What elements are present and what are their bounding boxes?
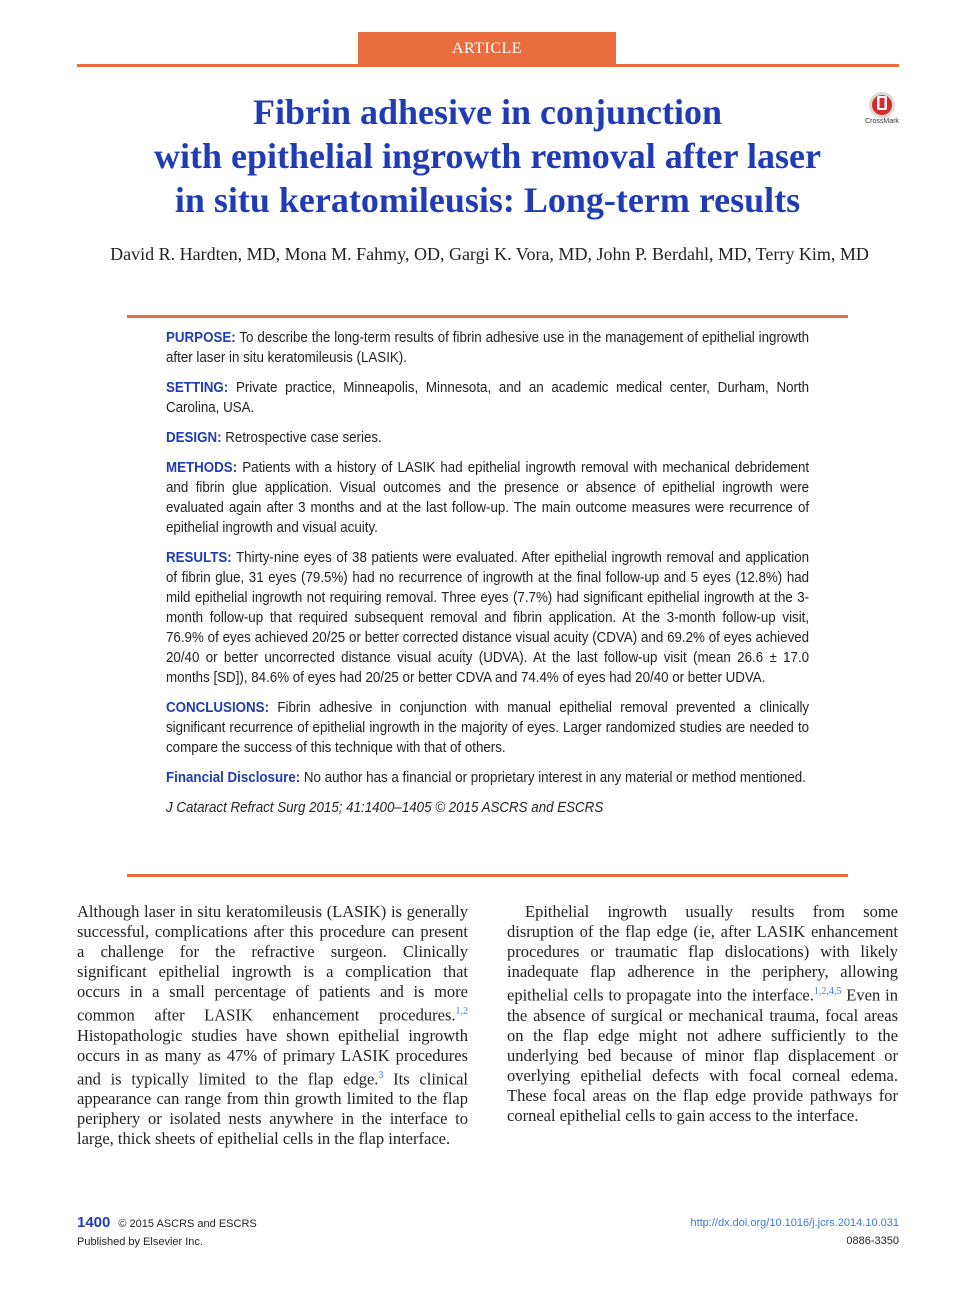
abstract-methods bbox=[166, 458, 809, 538]
body-column-right bbox=[507, 902, 898, 1126]
header-rule bbox=[77, 64, 899, 67]
conclusions-label: CONCLUSIONS: bbox=[166, 700, 270, 716]
abstract-results bbox=[166, 548, 809, 688]
title-line: Fibrin adhesive in conjunction bbox=[252, 92, 723, 132]
body-text: Its clinical appearance can range from thin growth limited to the flap periphery or isolated nests anywhere in the interface to large, thick sheets of epithelial cells in the flap interface. bbox=[77, 1069, 468, 1148]
title-line: with epithelial ingrowth removal after laser bbox=[154, 136, 821, 176]
disclosure-label: Financial Disclosure: bbox=[166, 770, 301, 786]
abstract-design bbox=[166, 428, 809, 448]
abstract-purpose bbox=[166, 328, 809, 368]
body-column-left bbox=[77, 902, 468, 1149]
body-text: Epithelial ingrowth usually results from some disruption of the flap edge (ie, after LASIK enhancement procedures or traumatic flap dislocations) with likely inadequate flap adherence in the periphery, allowing epithelial cells to propagate into the interface. bbox=[507, 902, 898, 1005]
doi-link[interactable]: http://dx.doi.org/10.1016/j.jcrs.2014.10.031 bbox=[690, 1217, 899, 1229]
author-list: David R. Hardten, MD, Mona M. Fahmy, OD, Gargi K. Vora, MD, John P. Berdahl, MD, Terry Kim, MD bbox=[110, 244, 869, 264]
abstract-disclosure bbox=[166, 768, 809, 788]
title-line: in situ keratomileusis: Long-term results bbox=[174, 180, 801, 220]
footer-right bbox=[560, 1214, 899, 1250]
footer-left bbox=[77, 1214, 257, 1251]
footer-copyright: © 2015 ASCRS and ESCRS bbox=[118, 1218, 257, 1230]
abstract-conclusions bbox=[166, 698, 809, 758]
page-number: 1400 bbox=[77, 1214, 111, 1231]
body-text: Even in the absence of surgical or mechanical trauma, focal areas on the flap edge might not adhere sufficiently to the underlying bed because of minor flap displacement or overlying epithelial defects with focal corneal edema. These focal areas on the flap edge provide pathways for corneal epithelial cells to gain access to the interface. bbox=[507, 985, 898, 1125]
footer-publisher: Published by Elsevier Inc. bbox=[77, 1236, 203, 1248]
body-text: Histopathologic studies have shown epithelial ingrowth occurs in as many as 47% of primary LASIK procedures and is typically limited to the flap edge. bbox=[77, 1025, 468, 1088]
conclusions-text: Fibrin adhesive in conjunction with manual epithelial removal prevented a clinically significant recurrence of epithelial ingrowth in the majority of eyes. Larger randomized studies are needed to compare the success of this technique with that of others. bbox=[166, 700, 810, 756]
abstract bbox=[166, 328, 810, 828]
setting-label: SETTING: bbox=[166, 380, 229, 396]
design-text: Retrospective case series. bbox=[221, 430, 382, 446]
reference-link[interactable]: 1,2 bbox=[455, 1006, 468, 1017]
abstract-rule-bottom bbox=[127, 874, 848, 877]
purpose-label: PURPOSE: bbox=[166, 330, 236, 346]
methods-label: METHODS: bbox=[166, 460, 238, 476]
article-title bbox=[90, 90, 885, 222]
results-text: Thirty-nine eyes of 38 patients were evaluated. After epithelial ingrowth removal and application of fibrin glue, 31 eyes (79.5%) had no recurrence of ingrowth at the final follow-up and 5 eyes (12.8%) had mild epithelial ingrowth not requiring removal. Three eyes (7.7%) had significant epithelial ingrowth at the 3-month follow-up that required subsequent removal and fibrin application. At the 3-month follow-up visit, 76.9% of eyes achieved 20/25 or better corrected distance visual acuity (CDVA) and 69.2% of eyes achieved 20/40 or better uncorrected distance visual acuity (UDVA). At the last follow-up visit (mean 26.6 ± 17.0 months [SD]), 84.6% of eyes had 20/25 or better CDVA and 74.4% of eyes had 20/40 or better UDVA. bbox=[166, 550, 810, 686]
setting-text: Private practice, Minneapolis, Minnesota, and an academic medical center, Durham, North Carolina, USA. bbox=[166, 380, 810, 416]
methods-text: Patients with a history of LASIK had epithelial ingrowth removal with mechanical debridement and fibrin glue application. Visual outcomes and the presence or absence of epithelial ingrowth were evaluated again after 3 months and at the last follow-up. The main outcome measures were recurrence of epithelial ingrowth and visual acuity. bbox=[166, 460, 810, 536]
crossmark-label: CrossMark bbox=[865, 118, 899, 125]
abstract-rule-top bbox=[127, 315, 848, 318]
reference-link[interactable]: 1,2,4,5 bbox=[813, 986, 842, 997]
reference-link[interactable]: 3 bbox=[378, 1069, 384, 1081]
journal-citation: J Cataract Refract Surg 2015; 41:1400–1405 © 2015 ASCRS and ESCRS bbox=[166, 800, 604, 816]
abstract-setting bbox=[166, 378, 809, 418]
results-label: RESULTS: bbox=[166, 550, 232, 566]
design-label: DESIGN: bbox=[166, 430, 222, 446]
issn: 0886-3350 bbox=[846, 1235, 899, 1247]
article-type-tab: ARTICLE bbox=[358, 32, 616, 66]
purpose-text: To describe the long-term results of fibrin adhesive use in the management of epithelial ingrowth after laser in situ keratomileusis (LASIK). bbox=[166, 330, 810, 366]
disclosure-text: No author has a financial or proprietary interest in any material or method mentioned. bbox=[300, 770, 806, 786]
body-text: Although laser in situ keratomileusis (LASIK) is generally successful, complications after this procedure can present a challenge for the refractive surgeon. Clinically significant epithelial ingrowth is a complication that occurs in a small percentage of patients and is more common after LASIK enhancement procedures. bbox=[77, 902, 468, 1025]
